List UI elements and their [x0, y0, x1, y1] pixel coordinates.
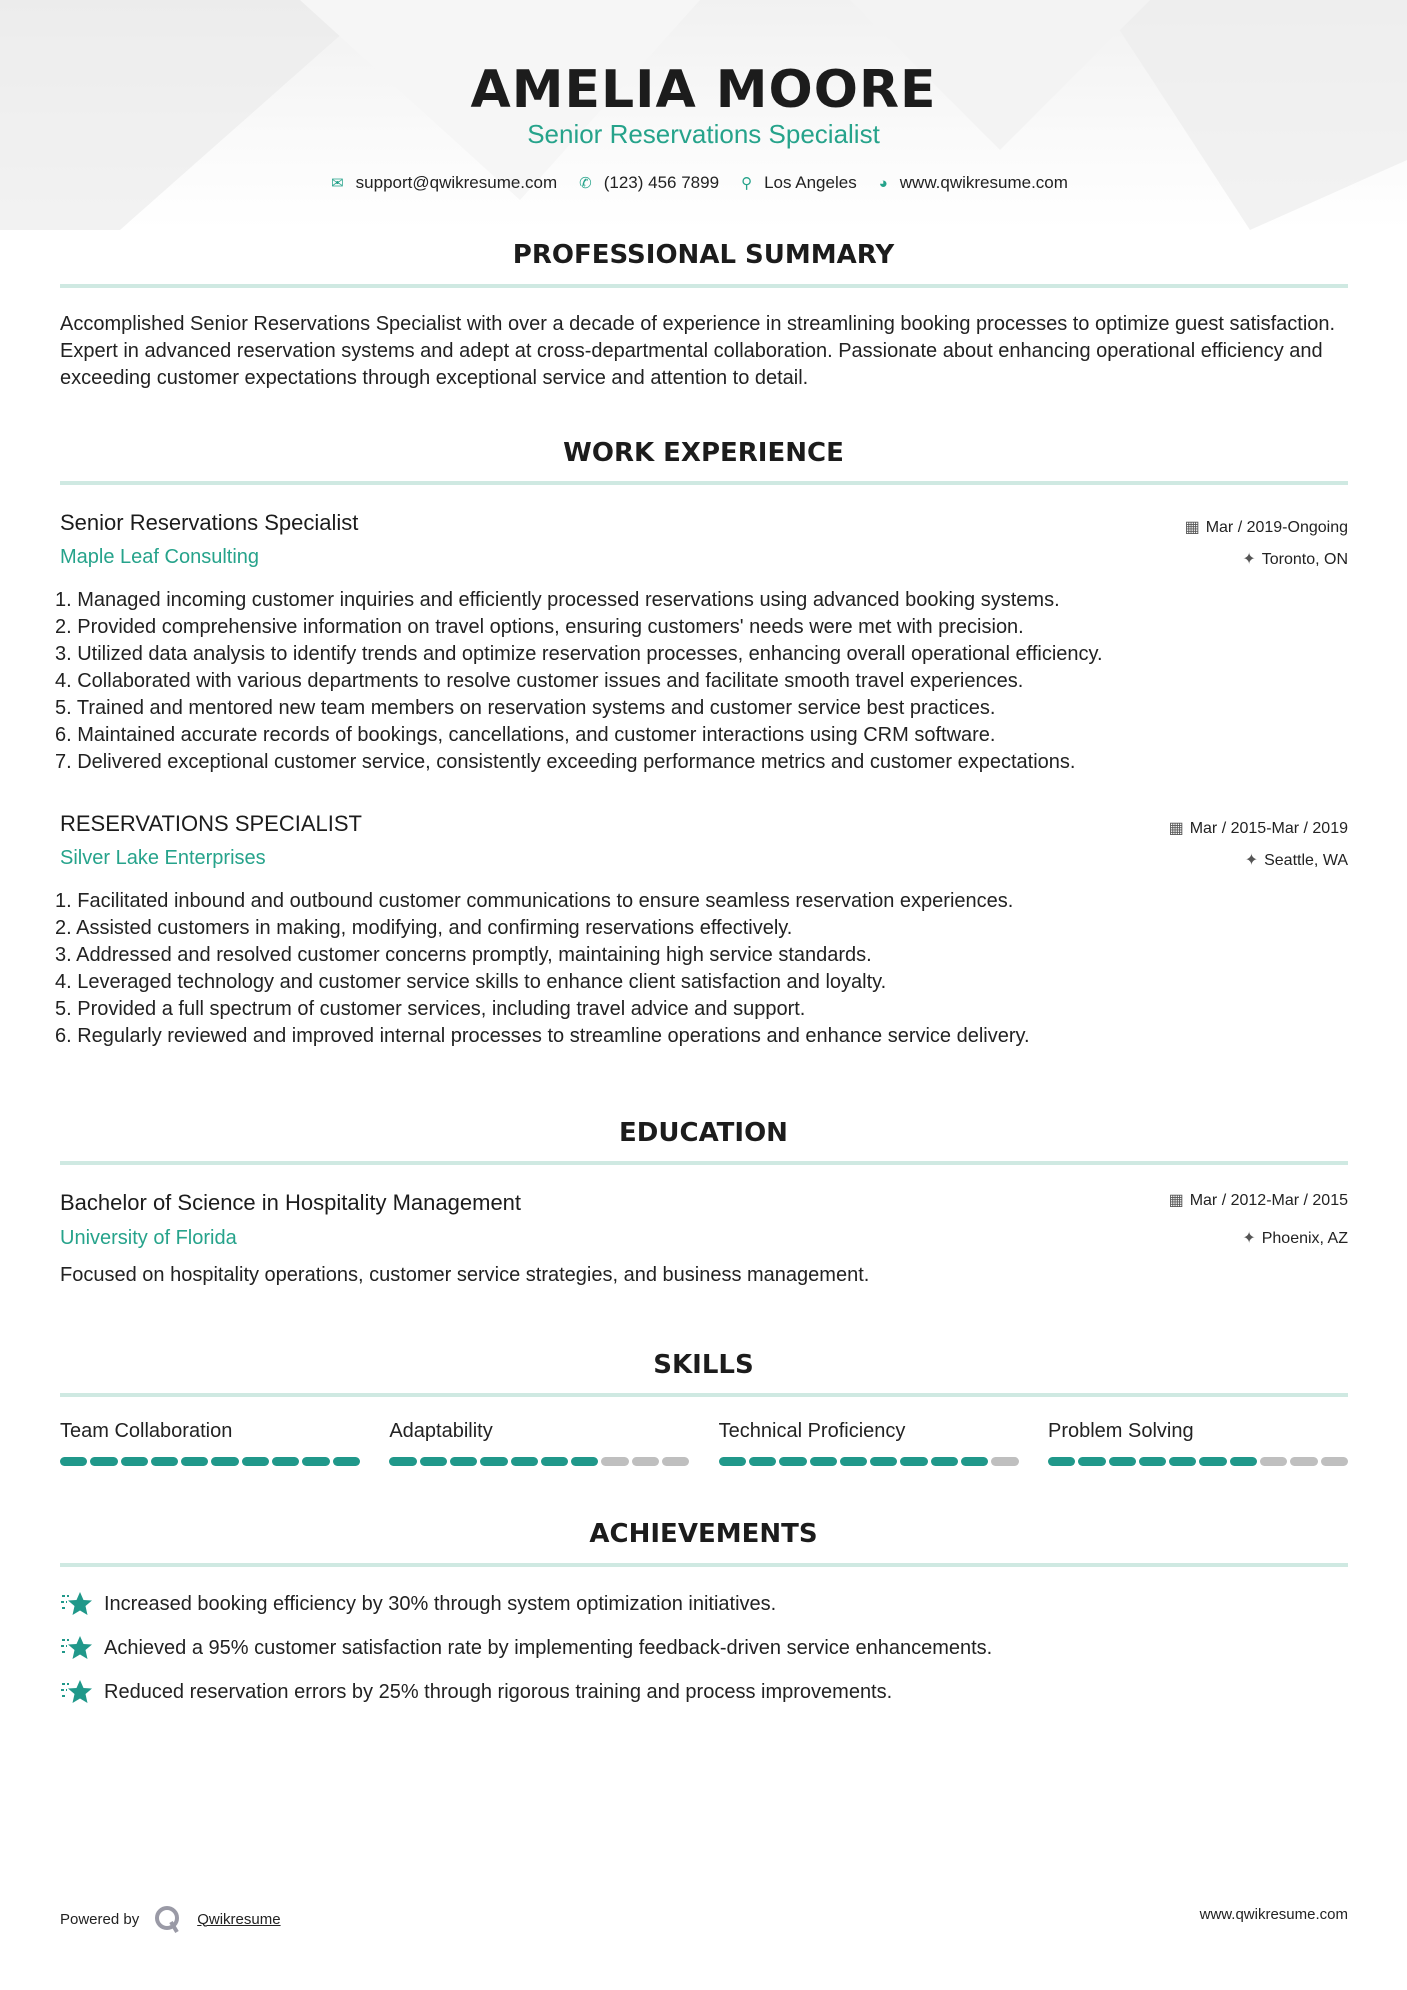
skill-item [719, 1420, 1019, 1466]
summary-text: Accomplished Senior Reservations Specialist with over a decade of experience in streamlining booking processes to optimize guest satisfaction. Expert in advanced reservation systems and adept at cross-departmental collaboration. Passionate about enhancing operational efficiency and exceeding customer expectations through exceptional service and attention to detail. [60, 313, 1336, 389]
achievement-text: Achieved a 95% customer satisfaction rate by implementing feedback-driven service enhancements. [104, 1636, 993, 1659]
bullet: 5. Trained and mentored new team members on reservation systems and customer service best practices. [55, 697, 996, 719]
skill-segment [302, 1457, 329, 1466]
skill-segment [1169, 1457, 1196, 1466]
skill-segment [662, 1457, 689, 1466]
job-role: RESERVATIONS SPECIALIST [60, 811, 362, 836]
location-text: Toronto, ON [1261, 551, 1348, 568]
skill-segment [1109, 1457, 1136, 1466]
brand-link[interactable]: Qwikresume [197, 1910, 281, 1928]
footer-brand [60, 1904, 281, 1934]
envelope-icon: ✉ [331, 175, 344, 192]
skill-segment [719, 1457, 746, 1466]
bullet: 6. Regularly reviewed and improved internal processes to streamline operations and enhance service delivery. [55, 1025, 1030, 1047]
dates-text: Mar / 2019-Ongoing [1205, 519, 1348, 536]
skill-name: Team Collaboration [60, 1420, 233, 1442]
calendar-icon: ▦ [1168, 820, 1184, 837]
skill-segment [991, 1457, 1018, 1466]
achievements-heading: ACHIEVEMENTS [589, 1519, 818, 1549]
divider [60, 1563, 1348, 1567]
achievement-text: Reduced reservation errors by 25% through rigorous training and process improvements. [104, 1680, 893, 1703]
star-icon [60, 1590, 92, 1618]
skill-segment [870, 1457, 897, 1466]
pin-icon: ✦ [1242, 1230, 1256, 1247]
skill-segment [1321, 1457, 1348, 1466]
skill-segment [961, 1457, 988, 1466]
skill-segment [90, 1457, 117, 1466]
job-bullets [55, 587, 1355, 776]
phone-icon: ✆ [579, 175, 592, 192]
achievement-item [60, 1590, 776, 1618]
education-description: Focused on hospitality operations, customer service strategies, and business management. [60, 1264, 870, 1286]
education-location [1242, 1228, 1348, 1248]
summary-heading: PROFESSIONAL SUMMARY [512, 240, 895, 270]
job-location [1245, 850, 1348, 870]
location-text: Phoenix, AZ [1261, 1230, 1348, 1247]
contact-phone: (123) 456 7899 [603, 173, 720, 192]
divider [60, 481, 1348, 485]
skill-item [1048, 1420, 1348, 1466]
school: University of Florida [60, 1227, 237, 1249]
dates-text: Mar / 2015-Mar / 2019 [1189, 820, 1348, 837]
star-icon [60, 1634, 92, 1662]
contact-website[interactable]: www.qwikresume.com [899, 173, 1068, 192]
job-dates [1185, 517, 1348, 537]
skill-segment [840, 1457, 867, 1466]
skill-segment [900, 1457, 927, 1466]
skill-level-bar [389, 1457, 689, 1466]
contact-bar [0, 173, 1407, 193]
job-bullets [55, 888, 1355, 1050]
skill-segment [749, 1457, 776, 1466]
skill-segment [389, 1457, 416, 1466]
bullet: 3. Addressed and resolved customer concerns promptly, maintaining high service standards. [55, 944, 872, 966]
job-dates [1169, 818, 1348, 838]
calendar-icon: ▦ [1184, 519, 1200, 536]
contact-location: Los Angeles [764, 173, 857, 192]
candidate-title: Senior Reservations Specialist [527, 119, 880, 149]
skill-segment [420, 1457, 447, 1466]
skill-segment [242, 1457, 269, 1466]
candidate-name: AMELIA MOORE [470, 60, 937, 120]
education-dates [1169, 1190, 1348, 1210]
job-role: Senior Reservations Specialist [60, 510, 359, 535]
bullet: 5. Provided a full spectrum of customer services, including travel advice and support. [55, 998, 806, 1020]
skill-segment [333, 1457, 360, 1466]
powered-by-text: Powered by [60, 1910, 140, 1928]
contact-email[interactable]: support@qwikresume.com [355, 173, 558, 192]
job-company: Silver Lake Enterprises [60, 847, 266, 869]
skill-segment [272, 1457, 299, 1466]
location-text: Seattle, WA [1264, 852, 1348, 869]
skill-segment [511, 1457, 538, 1466]
skill-segment [151, 1457, 178, 1466]
job-location [1242, 549, 1348, 569]
skill-segment [810, 1457, 837, 1466]
achievement-item [60, 1634, 992, 1662]
skill-segment [1199, 1457, 1226, 1466]
bullet: 1. Facilitated inbound and outbound customer communications to ensure seamless reservation experiences. [55, 890, 1014, 912]
skill-segment [931, 1457, 958, 1466]
skill-name: Technical Proficiency [718, 1420, 906, 1442]
skill-segment [632, 1457, 659, 1466]
skill-segment [450, 1457, 477, 1466]
footer-url[interactable]: www.qwikresume.com [1199, 1906, 1348, 1923]
pin-icon: ✦ [1244, 852, 1259, 869]
skill-segment [211, 1457, 238, 1466]
achievement-item [60, 1678, 892, 1706]
skill-segment [60, 1457, 87, 1466]
skill-segment [121, 1457, 148, 1466]
bullet: 4. Collaborated with various departments to resolve customer issues and facilitate smooth travel experiences. [55, 670, 1024, 692]
divider [60, 284, 1348, 288]
skill-name: Problem Solving [1047, 1420, 1194, 1442]
map-pin-icon: ⚲ [741, 175, 753, 192]
skill-segment [1260, 1457, 1287, 1466]
bullet: 7. Delivered exceptional customer service, consistently exceeding performance metrics and customer expectations. [55, 751, 1076, 773]
skill-segment [480, 1457, 507, 1466]
divider [60, 1393, 1348, 1397]
bullet: 1. Managed incoming customer inquiries and efficiently processed reservations using advanced booking systems. [55, 589, 1060, 611]
skill-name: Adaptability [389, 1420, 493, 1442]
skill-level-bar [1048, 1457, 1348, 1466]
pin-icon: ✦ [1242, 551, 1256, 568]
bullet: 4. Leveraged technology and customer service skills to enhance client satisfaction and loyalty. [55, 971, 887, 993]
bullet: 2. Assisted customers in making, modifying, and confirming reservations effectively. [55, 917, 793, 939]
skills-heading: SKILLS [653, 1350, 754, 1380]
skill-segment [541, 1457, 568, 1466]
skill-segment [571, 1457, 598, 1466]
skill-segment [1290, 1457, 1317, 1466]
skill-segment [181, 1457, 208, 1466]
dates-text: Mar / 2012-Mar / 2015 [1189, 1192, 1348, 1209]
skill-level-bar [60, 1457, 360, 1466]
skill-segment [779, 1457, 806, 1466]
degree: Bachelor of Science in Hospitality Management [60, 1190, 522, 1215]
skill-segment [1230, 1457, 1257, 1466]
skill-item [389, 1420, 689, 1466]
job-company: Maple Leaf Consulting [60, 546, 260, 568]
calendar-icon: ▦ [1168, 1192, 1184, 1209]
education-heading: EDUCATION [619, 1118, 788, 1148]
experience-heading: WORK EXPERIENCE [563, 438, 844, 468]
skills-list [60, 1420, 1348, 1466]
divider [60, 1161, 1348, 1165]
bullet: 3. Utilized data analysis to identify trends and optimize reservation processes, enhancing overall operational efficiency. [55, 643, 1103, 665]
skill-level-bar [719, 1457, 1019, 1466]
skill-item [60, 1420, 360, 1466]
skill-segment [601, 1457, 628, 1466]
globe-icon: ◕ [878, 174, 888, 192]
skill-segment [1048, 1457, 1075, 1466]
star-icon [60, 1678, 92, 1706]
skill-segment [1078, 1457, 1105, 1466]
bullet: 2. Provided comprehensive information on travel options, ensuring customers' needs were met with precision. [55, 616, 1024, 638]
achievement-text: Increased booking efficiency by 30% through system optimization initiatives. [104, 1592, 777, 1615]
skill-segment [1139, 1457, 1166, 1466]
bullet: 6. Maintained accurate records of bookings, cancellations, and customer interactions using CRM software. [55, 724, 996, 746]
qwikresume-logo-icon [153, 1904, 183, 1934]
